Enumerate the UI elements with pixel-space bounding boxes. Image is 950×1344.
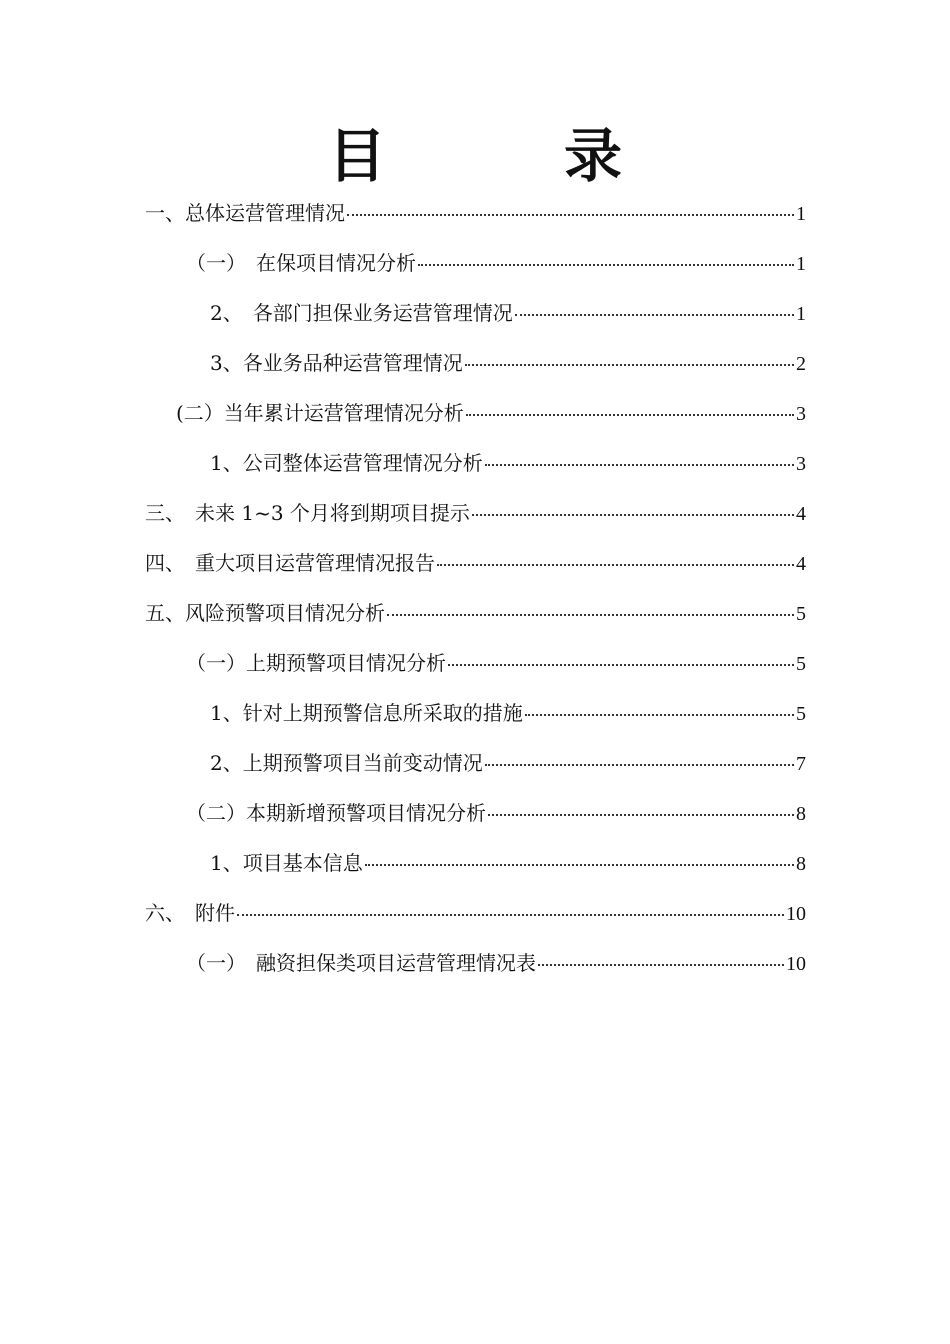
toc-entry-page: 2 [796,353,806,375]
toc-entry[interactable] [186,248,806,278]
toc-entry-label: 一、总体运营管理情况 [145,201,345,225]
toc-entry-label: （一）上期预警项目情况分析 [186,651,446,675]
dot-leader [515,313,794,316]
toc-entry-page: 10 [786,903,806,925]
toc-entry-page: 3 [796,453,806,475]
dot-leader [387,613,794,616]
toc-entry[interactable] [210,298,806,328]
dot-leader [466,413,794,416]
dot-leader [237,913,784,916]
toc-entry-label: 1、公司整体运营管理情况分析 [210,451,483,475]
dot-leader [365,863,794,866]
toc-entry-page: 3 [796,403,806,425]
dot-leader [347,213,794,216]
toc-entry[interactable] [145,498,806,528]
toc-entry-label: 六、 附件 [145,901,235,925]
toc-entry-page: 8 [796,803,806,825]
toc-entry[interactable] [176,398,806,428]
toc-entry[interactable] [186,798,806,828]
dot-leader [525,713,794,716]
toc-entry[interactable] [186,948,806,978]
toc-entry-label: 五、风险预警项目情况分析 [145,601,385,625]
toc-entry-page: 1 [796,253,806,275]
toc-entry[interactable] [145,548,806,578]
toc-entry-label: (二）当年累计运营管理情况分析 [176,401,464,425]
toc-entry-label: 1、针对上期预警信息所采取的措施 [210,701,523,725]
toc-entry-label: 三、 未来 1~3 个月将到期项目提示 [145,501,470,525]
dot-leader [485,763,794,766]
toc-entry[interactable] [145,598,806,628]
toc-entry-page: 8 [796,853,806,875]
toc-entry-label: （一） 在保项目情况分析 [186,251,416,275]
toc-entry-page: 5 [796,603,806,625]
toc-entry-page: 4 [796,553,806,575]
toc-entry-page: 5 [796,703,806,725]
toc-entry-page: 1 [796,203,806,225]
toc-entry[interactable] [145,898,806,928]
toc-entry-page: 7 [796,753,806,775]
toc-entry[interactable] [210,448,806,478]
toc-entry-label: 1、项目基本信息 [210,851,363,875]
dot-leader [472,513,794,516]
toc-entry-label: 四、 重大项目运营管理情况报告 [145,551,435,575]
toc-entry-label: （一） 融资担保类项目运营管理情况表 [186,951,536,975]
dot-leader [538,963,784,966]
toc-entry[interactable] [210,348,806,378]
toc-entry[interactable] [210,698,806,728]
toc-entry-page: 4 [796,503,806,525]
toc-entry[interactable] [210,848,806,878]
toc-entry-page: 10 [786,953,806,975]
dot-leader [448,663,794,666]
toc-entry[interactable] [186,648,806,678]
dot-leader [418,263,794,266]
toc-entry-page: 1 [796,303,806,325]
toc-entry-label: （二）本期新增预警项目情况分析 [186,801,486,825]
toc-entry-label: 2、上期预警项目当前变动情况 [210,751,483,775]
toc-entry-page: 5 [796,653,806,675]
toc-entry[interactable] [145,198,806,228]
toc-entry[interactable] [210,748,806,778]
toc-title: 目 录 [327,122,682,190]
dot-leader [465,363,794,366]
dot-leader [485,463,794,466]
dot-leader [437,563,794,566]
dot-leader [488,813,794,816]
toc-entry-label: 3、各业务品种运营管理情况 [210,351,463,375]
toc-entry-label: 2、 各部门担保业务运营管理情况 [210,301,513,325]
